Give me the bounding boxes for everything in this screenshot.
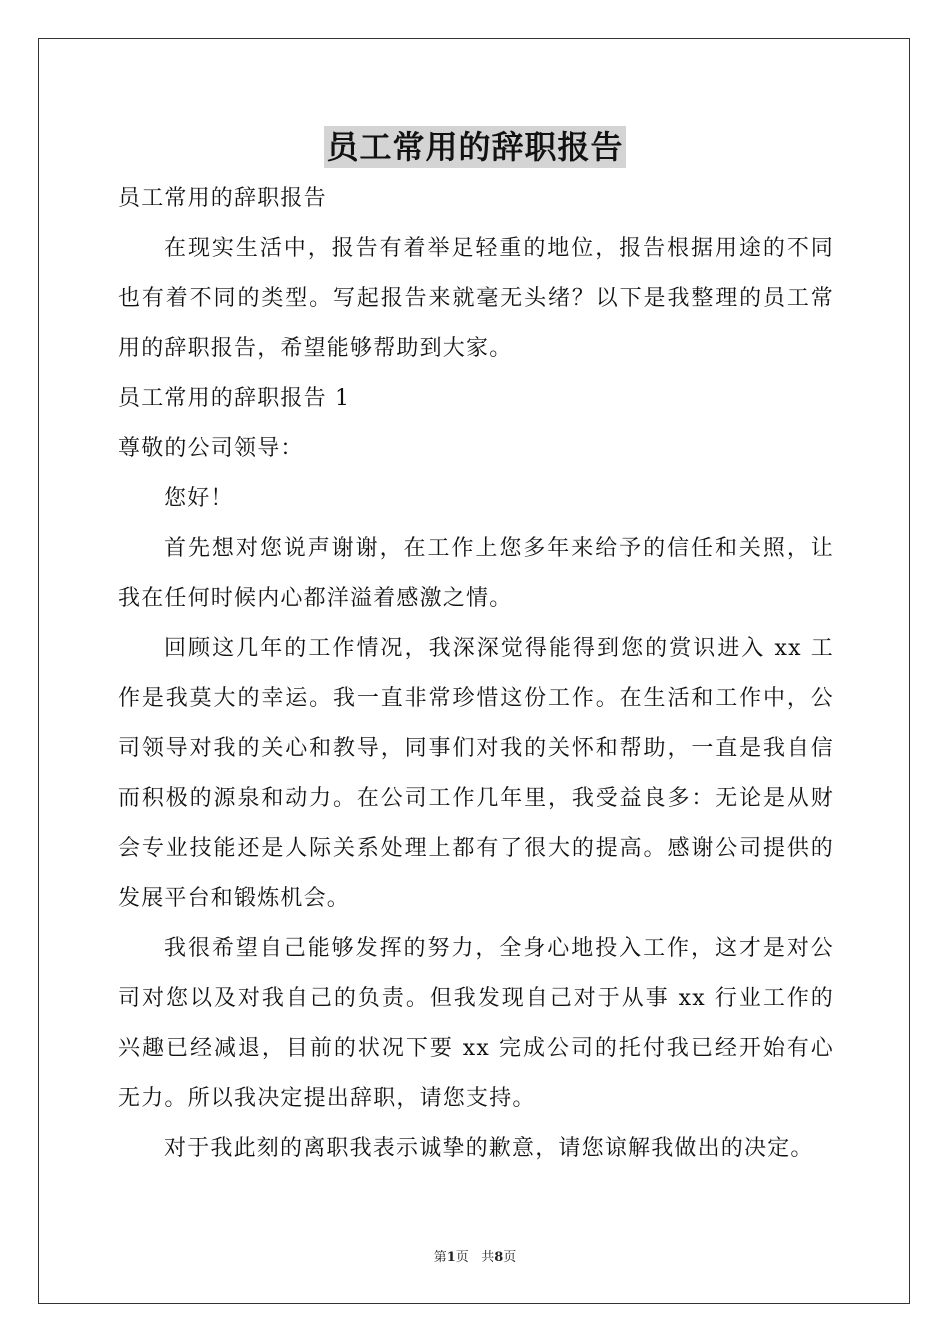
paragraph-line: 对于我此刻的离职我表示诚挚的歉意，请您谅解我做出的决定。	[164, 1136, 814, 1161]
paragraph-line: 司领导对我的关心和教导，同事们对我的关怀和帮助，一直是我自信	[118, 736, 834, 761]
paragraph-line: 发展平台和锻炼机会。	[118, 886, 351, 911]
footer-total-prefix: 共	[481, 1250, 495, 1265]
paragraph-line: 也有着不同的类型。写起报告来就毫无头绪？以下是我整理的员工常	[118, 286, 834, 311]
paragraph-line: 回顾这几年的工作情况，我深深觉得能得到您的赏识进入 xx 工	[164, 636, 834, 661]
total-pages: 8	[494, 1250, 504, 1265]
page-footer	[0, 1246, 950, 1265]
salutation: 尊敬的公司领导：	[118, 436, 304, 461]
footer-prefix: 第	[433, 1250, 447, 1265]
section-heading: 员工常用的辞职报告 1	[118, 386, 351, 411]
paragraph-line: 司对您以及对我自己的负责。但我发现自己对于从事 xx 行业工作的	[118, 986, 834, 1011]
document-title: 员工常用的辞职报告	[326, 128, 624, 166]
greeting: 您好！	[164, 486, 234, 511]
subtitle-line: 员工常用的辞职报告	[118, 186, 327, 211]
paragraph-line: 会专业技能还是人际关系处理上都有了很大的提高。感谢公司提供的	[118, 836, 834, 861]
paragraph-line: 无力。所以我决定提出辞职，请您支持。	[118, 1086, 536, 1111]
footer-page-unit: 页	[455, 1250, 469, 1265]
paragraph-line: 兴趣已经减退，目前的状况下要 xx 完成公司的托付我已经开始有心	[118, 1036, 834, 1061]
footer-total-unit: 页	[503, 1250, 517, 1265]
document-body	[118, 174, 834, 1174]
paragraph-line: 在现实生活中，报告有着举足轻重的地位，报告根据用途的不同	[164, 236, 834, 261]
paragraph-line: 用的辞职报告，希望能够帮助到大家。	[118, 336, 513, 361]
paragraph-line: 我很希望自己能够发挥的努力，全身心地投入工作，这才是对公	[164, 936, 834, 961]
paragraph-line: 我在任何时候内心都洋溢着感激之情。	[118, 586, 513, 611]
page-number: 1	[446, 1250, 456, 1265]
paragraph-line: 作是我莫大的幸运。我一直非常珍惜这份工作。在生活和工作中，公	[118, 686, 834, 711]
title-container	[0, 126, 950, 168]
paragraph-line: 首先想对您说声谢谢，在工作上您多年来给予的信任和关照，让	[164, 536, 834, 561]
paragraph-line: 而积极的源泉和动力。在公司工作几年里，我受益良多：无论是从财	[118, 786, 834, 811]
